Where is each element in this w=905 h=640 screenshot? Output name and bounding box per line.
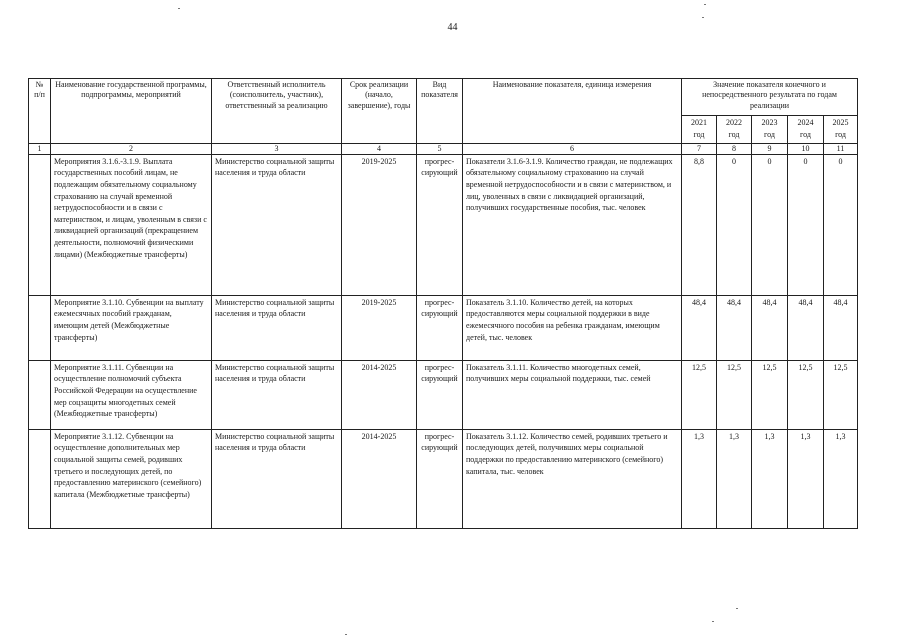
header-year: 2022 год [717, 116, 752, 144]
scan-speck [702, 17, 704, 18]
row-value: 0 [752, 154, 788, 295]
row-type: прогрес-сирующий [417, 154, 463, 295]
row-value: 12,5 [752, 360, 788, 429]
row-value: 1,3 [682, 429, 717, 528]
column-number: 3 [212, 143, 342, 154]
row-value: 12,5 [824, 360, 858, 429]
row-value: 0 [788, 154, 824, 295]
row-name: Мероприятие 3.1.11. Субвенции на осуществление полномочий субъекта Российской Федерации на осуществление мер соцзащиты многодетных семей (Межбюджетные трансферты) [51, 360, 212, 429]
row-num [29, 429, 51, 528]
row-type: прогрес-сирующий [417, 360, 463, 429]
header-year: 2024 год [788, 116, 824, 144]
table-row [29, 360, 858, 429]
row-term: 2019-2025 [342, 295, 417, 360]
header-indicator-type: Вид показателя [417, 79, 463, 144]
row-value: 0 [824, 154, 858, 295]
row-value: 48,4 [788, 295, 824, 360]
column-number: 7 [682, 143, 717, 154]
row-value: 12,5 [788, 360, 824, 429]
column-number: 9 [752, 143, 788, 154]
row-value: 12,5 [717, 360, 752, 429]
row-value: 1,3 [788, 429, 824, 528]
row-indicator: Показатель 3.1.10. Количество детей, на которых предоставляются меры социальной поддержки в виде ежемесячного пособия на ребенка гражданам, имеющим детей, тыс. человек [463, 295, 682, 360]
header-term: Срок реализации (начало, завершение), годы [342, 79, 417, 144]
row-name: Мероприятие 3.1.10. Субвенции на выплату ежемесячных пособий гражданам, имеющим детей (Межбюджетные трансферты) [51, 295, 212, 360]
row-responsible: Министерство социальной защиты населения и труда области [212, 154, 342, 295]
header-values-title: Значение показателя конечного и непосредственного результата по годам реализации [682, 79, 858, 116]
column-number: 1 [29, 143, 51, 154]
row-type: прогрес-сирующий [417, 295, 463, 360]
row-indicator: Показатель 3.1.12. Количество семей, родивших третьего и последующих детей, получивших меры социальной поддержки по предоставлению материнского (семейного) капитала, тыс. человек [463, 429, 682, 528]
page-number: 44 [447, 22, 458, 33]
table-row [29, 429, 858, 528]
header-name: Наименование государственной программы, подпрограммы, мероприятий [51, 79, 212, 144]
row-value: 48,4 [682, 295, 717, 360]
header-responsible: Ответственный исполнитель (соисполнитель, участник), ответственный за реализацию [212, 79, 342, 144]
row-responsible: Министерство социальной защиты населения и труда области [212, 360, 342, 429]
row-value: 0 [717, 154, 752, 295]
row-value: 12,5 [682, 360, 717, 429]
row-indicator: Показатель 3.1.11. Количество многодетных семей, получивших меры социальной поддержки, тыс. семей [463, 360, 682, 429]
row-indicator: Показатели 3.1.6-3.1.9. Количество граждан, не подлежащих обязательному социальному страхованию на случай временной нетрудоспособности и в связи с материнством, и лиц, уволенных в связи с ликвидацией организаций, получивших государственные пособия, тыс. человек [463, 154, 682, 295]
header-year: 2023 год [752, 116, 788, 144]
row-value: 48,4 [752, 295, 788, 360]
row-value: 1,3 [752, 429, 788, 528]
row-num [29, 360, 51, 429]
header-indicator-name: Наименование показателя, единица измерения [463, 79, 682, 144]
scan-speck [345, 634, 347, 635]
scan-speck [178, 8, 180, 9]
column-number: 4 [342, 143, 417, 154]
column-number: 6 [463, 143, 682, 154]
header-year: 2021 год [682, 116, 717, 144]
row-num [29, 295, 51, 360]
row-term: 2019-2025 [342, 154, 417, 295]
row-responsible: Министерство социальной защиты населения и труда области [212, 295, 342, 360]
table-row [29, 154, 858, 295]
row-value: 1,3 [824, 429, 858, 528]
column-number: 5 [417, 143, 463, 154]
row-responsible: Министерство социальной защиты населения и труда области [212, 429, 342, 528]
row-term: 2014-2025 [342, 429, 417, 528]
column-number: 10 [788, 143, 824, 154]
column-number: 8 [717, 143, 752, 154]
row-value: 48,4 [824, 295, 858, 360]
indicators-table [28, 78, 858, 529]
column-numbers-row [29, 143, 858, 154]
row-name: Мероприятия 3.1.6.-3.1.9. Выплата государственных пособий лицам, не подлежащим обязательному социальному страхованию на случай временной нетрудоспособности и в связи с материнством, и лицам, уволенным в связи с ликвидацией организаций (прекращением деятельности, полномочий физическими лицами) (Межбюджетные трансферты) [51, 154, 212, 295]
row-term: 2014-2025 [342, 360, 417, 429]
row-value: 48,4 [717, 295, 752, 360]
column-number: 2 [51, 143, 212, 154]
row-num [29, 154, 51, 295]
row-name: Мероприятие 3.1.12. Субвенции на осуществление дополнительных мер социальной защиты семей, родивших третьего и последующих детей, по предоставлению материнского (семейного) капитала (Межбюджетные трансферты) [51, 429, 212, 528]
row-value: 1,3 [717, 429, 752, 528]
scan-speck [736, 608, 738, 609]
scan-speck [712, 621, 714, 622]
table-row [29, 295, 858, 360]
header-year: 2025 год [824, 116, 858, 144]
row-value: 8,8 [682, 154, 717, 295]
header-num: № п/п [29, 79, 51, 144]
scan-speck [704, 4, 706, 5]
column-number: 11 [824, 143, 858, 154]
row-type: прогрес-сирующий [417, 429, 463, 528]
